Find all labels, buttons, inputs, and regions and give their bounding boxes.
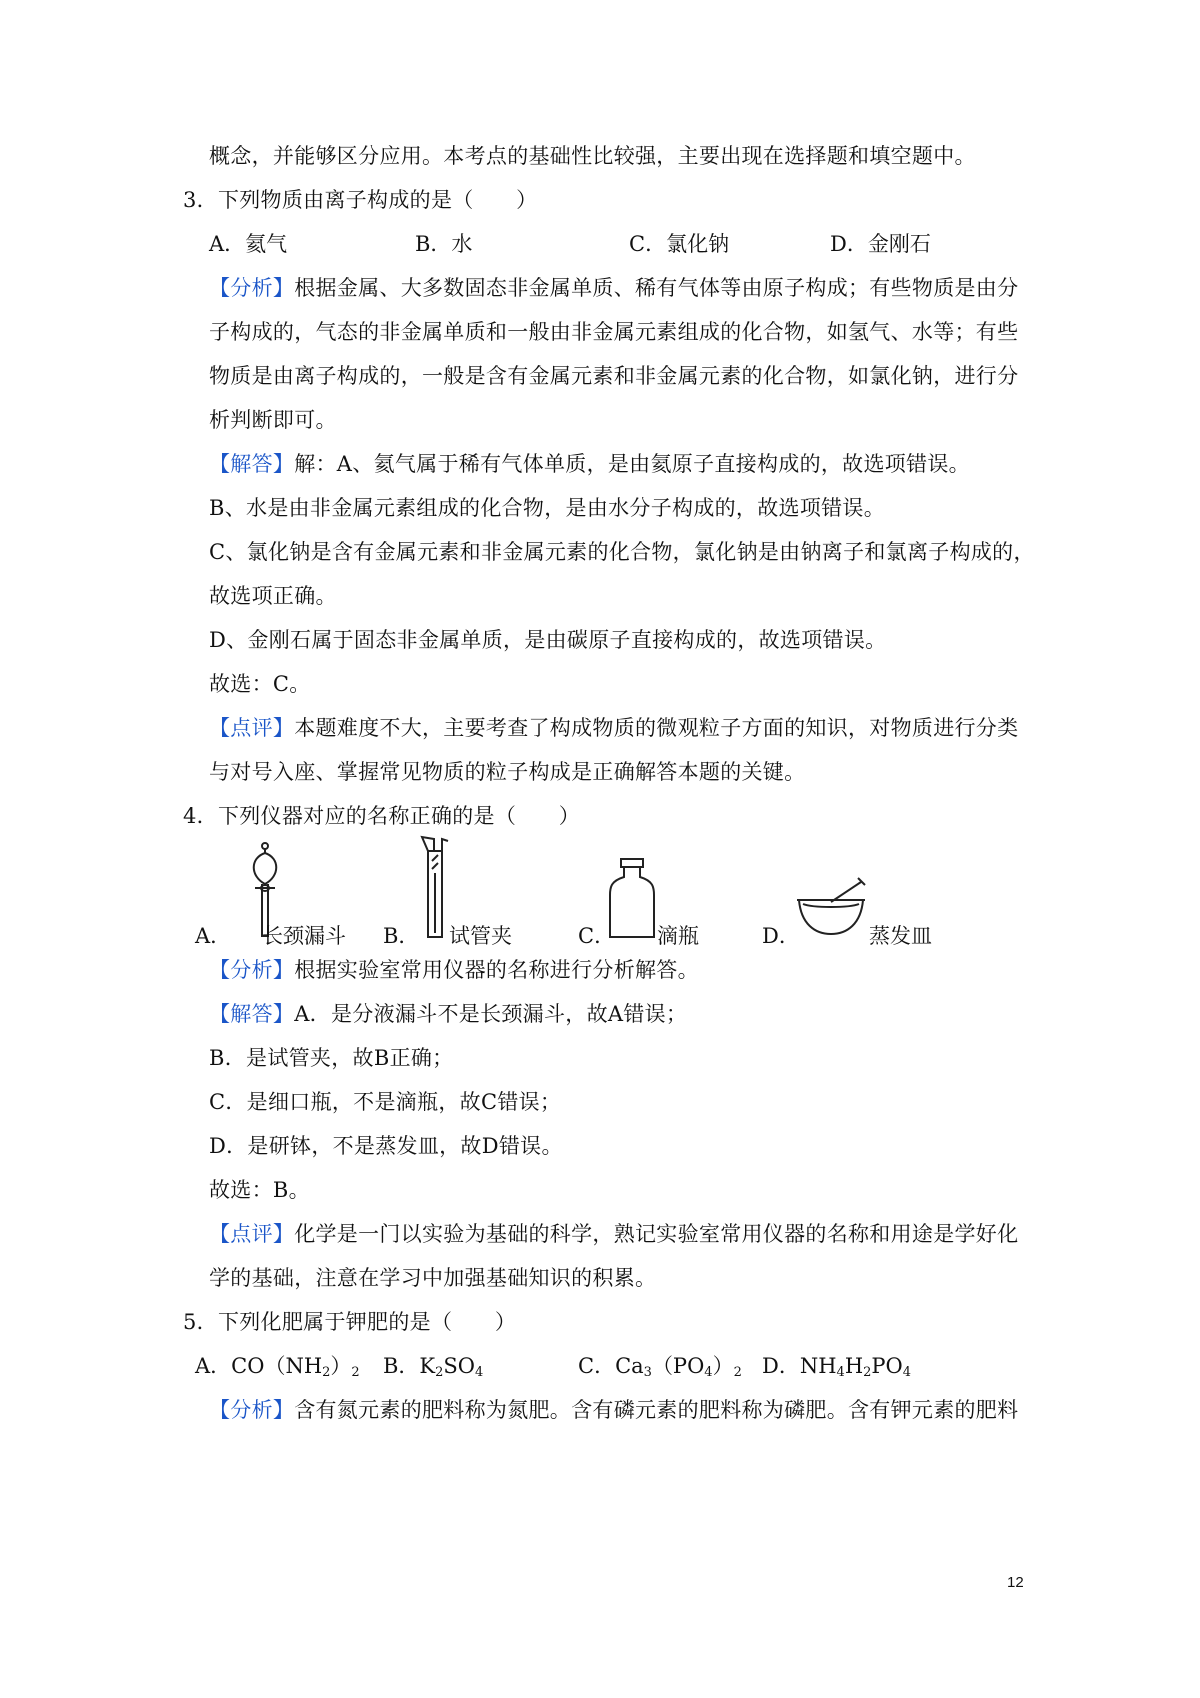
q4-stem: 4．下列仪器对应的名称正确的是（ ） (183, 804, 581, 828)
q3-answer-line-4: 故选项正确。 (209, 584, 337, 608)
q3-analysis-line-2: 子构成的，气态的非金属单质和一般由非金属元素组成的化合物，如氢气、水等；有些 (209, 320, 1019, 344)
q4-option-b-letter: B． (383, 924, 420, 948)
q4-comment-text: 化学是一门以实验为基础的科学，熟记实验室常用仪器的名称和用途是学好化 (294, 1222, 1019, 1246)
q3-analysis-line-4: 析判断即可。 (209, 408, 337, 432)
q4-answer-line-3: C．是细口瓶，不是滴瓶，故C错误； (209, 1090, 562, 1114)
analysis-tag: 【分析】 (209, 276, 295, 300)
q5-option-d (762, 1352, 911, 1387)
answer-tag: 【解答】 (209, 1002, 295, 1026)
analysis-tag: 【分析】 (209, 958, 295, 982)
q3-option-b: B．水 (415, 232, 473, 256)
answer-tag: 【解答】 (209, 452, 295, 476)
q5-option-b (383, 1352, 483, 1387)
q3-answer-line-6: 故选：C。 (209, 672, 311, 696)
q5-option-d-part: D．NH (762, 1354, 837, 1378)
page-number: 12 (1007, 1574, 1024, 1591)
q5-option-b-part: SO (443, 1354, 476, 1378)
q3-option-a: A．氦气 (209, 232, 288, 256)
q3-answer-line-1 (209, 450, 970, 478)
q3-analysis-text: 根据金属、大多数固态非金属单质、稀有气体等由原子构成；有些物质是由分 (294, 276, 1019, 300)
q4-comment-line-1 (209, 1220, 1018, 1248)
subscript: 3 (643, 1365, 652, 1380)
q3-stem: 3．下列物质由离子构成的是（ ） (183, 188, 538, 212)
q3-comment-line-1 (209, 714, 1018, 742)
q5-stem: 5．下列化肥属于钾肥的是（ ） (183, 1310, 517, 1334)
q4-analysis-text: 根据实验室常用仪器的名称进行分析解答。 (294, 958, 699, 982)
q3-comment-text: 本题难度不大，主要考查了构成物质的微观粒子方面的知识，对物质进行分类 (294, 716, 1019, 740)
subscript: 2 (322, 1365, 331, 1380)
q3-answer-text: 解：A、氦气属于稀有气体单质，是由氦原子直接构成的，故选项错误。 (294, 452, 970, 476)
q3-analysis-line-1 (209, 274, 1018, 302)
q3-option-d: D．金刚石 (830, 232, 931, 256)
q4-option-d-name: 蒸发皿 (869, 924, 932, 948)
q5-analysis-line (209, 1396, 1018, 1424)
top-line: 概念，并能够区分应用。本考点的基础性比较强，主要出现在选择题和填空题中。 (209, 144, 976, 168)
q3-answer-line-3: C、氯化钠是含有金属元素和非金属元素的化合物，氯化钠是由钠离子和氯离子构成的， (209, 540, 1035, 564)
q4-option-d-letter: D． (762, 924, 800, 948)
subscript: 4 (704, 1365, 713, 1380)
q4-option-c-letter: C． (578, 924, 616, 948)
q4-option-a-letter: A． (195, 924, 232, 948)
q4-answer-line-4: D．是研钵，不是蒸发皿，故D错误。 (209, 1134, 563, 1158)
q5-option-d-part: H (844, 1354, 864, 1378)
subscript: 2 (435, 1365, 444, 1380)
subscript: 2 (733, 1365, 742, 1380)
q4-answer-text: A．是分液漏斗不是长颈漏斗，故A错误； (294, 1002, 688, 1026)
q3-answer-line-2: B、水是由非金属元素组成的化合物，是由水分子构成的，故选项错误。 (209, 496, 886, 520)
q5-option-c-part: （PO (651, 1354, 705, 1378)
q5-option-c (578, 1352, 742, 1387)
q5-option-b-part: B．K (383, 1354, 436, 1378)
q5-analysis-text: 含有氮元素的肥料称为氮肥。含有磷元素的肥料称为磷肥。含有钾元素的肥料 (294, 1398, 1019, 1422)
comment-tag: 【点评】 (209, 1222, 295, 1246)
subscript: 2 (351, 1365, 360, 1380)
subscript: 4 (902, 1365, 912, 1380)
subscript: 2 (863, 1365, 872, 1380)
q4-comment-line-2: 学的基础，注意在学习中加强基础知识的积累。 (209, 1266, 657, 1290)
test-tube-holder-icon (418, 833, 452, 941)
q4-option-b-name: 试管夹 (449, 924, 512, 948)
q5-option-a-part: A．CO（NH (195, 1354, 323, 1378)
subscript: 4 (475, 1365, 484, 1380)
q5-option-d-part: PO (871, 1354, 903, 1378)
q4-option-a-name: 长颈漏斗 (262, 924, 346, 948)
q4-answer-line-5: 故选：B。 (209, 1178, 310, 1202)
q4-answer-line-1 (209, 1000, 687, 1028)
q5-option-a-part: ） (330, 1354, 352, 1378)
analysis-tag: 【分析】 (209, 1398, 295, 1422)
comment-tag: 【点评】 (209, 716, 295, 740)
q3-comment-line-2: 与对号入座、掌握常见物质的粒子构成是正确解答本题的关键。 (209, 760, 806, 784)
q3-option-c: C．氯化钠 (629, 232, 730, 256)
subscript: 4 (836, 1365, 845, 1380)
mortar-and-pestle-icon (795, 876, 867, 938)
q4-option-c-name: 滴瓶 (657, 924, 699, 948)
q4-analysis-line (209, 956, 699, 984)
q3-analysis-line-3: 物质是由离子构成的，一般是含有金属元素和非金属元素的化合物，如氯化钠，进行分 (209, 364, 1019, 388)
q3-answer-line-5: D、金刚石属于固态非金属单质，是由碳原子直接构成的，故选项错误。 (209, 628, 887, 652)
q5-option-c-part: ） (712, 1354, 734, 1378)
q5-option-a (195, 1352, 360, 1387)
q4-answer-line-2: B．是试管夹，故B正确； (209, 1046, 454, 1070)
q5-option-c-part: C．Ca (578, 1354, 644, 1378)
